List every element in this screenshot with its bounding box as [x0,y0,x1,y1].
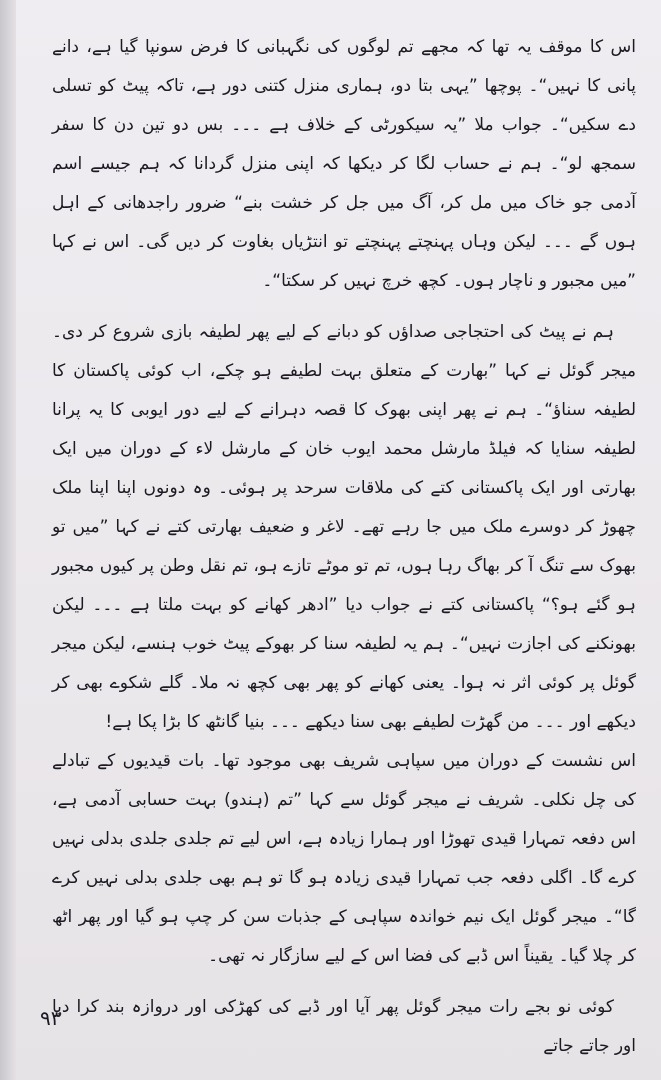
page-number: ۹۳ [40,1006,62,1030]
paragraph-4: کوئی نو بجے رات میجر گوئل پھر آیا اور ڈبے کی کھڑکی اور دروازہ بند کرا دیا اور جاتے جاتے [52,997,636,1056]
paragraph-2: ہم نے پیٹ کی احتجاجی صداؤں کو دبانے کے لیے پھر لطیفہ بازی شروع کر دی۔ میجر گوئل نے کہا ”بھارت کے متعلق بہت لطیفے ہو چکے، اب کوئی پاکستان کا لطیفہ سناؤ“۔ ہم نے پھر اپنی بھوک کا قصہ دہرانے کے لیے دور ایوبی کا یہ پرانا لطیفہ سنایا کہ فیلڈ مارشل محمد ایوب خان کے مارشل لاء کے دوران میں ایک بھارتی اور ایک پاکستانی کتے کی ملاقات سرحد پر ہوئی۔ وہ دونوں اپنا اپنا ملک چھوڑ کر دوسرے ملک میں جا رہے تھے۔ لاغر و ضعیف بھارتی کتے نے کہا ”میں تو بھوک سے تنگ آ کر بھاگ رہا ہوں، تم تو موٹے تازے ہو، تم نقل وطن پر کیوں مجبور ہو گئے ہو؟“ پاکستانی کتے نے جواب دیا ”ادھر کھانے کو بہت ملتا ہے ۔۔۔ لیکن بھونکنے کی اجازت نہیں“۔ ہم یہ لطیفہ سنا کر بھوکے پیٹ خوب ہنسے، لیکن میجر گوئل پر کوئی اثر نہ ہوا۔ یعنی کھانے کو پھر بھی کچھ نہ ملا۔ گلے شکوے بھی کر دیکھے اور ۔۔۔ من گھڑت لطیفے بھی سنا دیکھے ۔۔۔ بنیا گانٹھ کا بڑا پکا ہے! [52,322,636,732]
page-text [52,28,636,1066]
page-binding-edge [0,0,16,1080]
paragraph-1: اس کا موقف یہ تھا کہ مجھے تم لوگوں کی نگہبانی کا فرض سونپا گیا ہے، دانے پانی کا نہیں“۔ پوچھا ”یہی بتا دو، ہماری منزل کتنی دور ہے، تاکہ پیٹ کو تسلی دے سکیں“۔ جواب ملا ”یہ سیکورٹی کے خلاف ہے ۔۔۔ بس دو تین دن کا سفر سمجھ لو“۔ ہم نے حساب لگا کر دیکھا کہ اپنی منزل گردانا کہ ہم جیسے اسم آدمی جو خاک میں مل کر، آگ میں جل کر خشت بنے“ ضرور راجدھانی کے اہل ہوں گے ۔۔۔ لیکن وہاں پہنچتے پہنچتے تو انتڑیاں بغاوت کر دیں گی۔ اس نے کہا ”میں مجبور و ناچار ہوں۔ کچھ خرچ نہیں کر سکتا“۔ [52,37,636,291]
paragraph-3: اس نشست کے دوران میں سپاہی شریف بھی موجود تھا۔ بات قیدیوں کے تبادلے کی چل نکلی۔ شریف نے میجر گوئل سے کہا ”تم (ہندو) بہت حسابی آدمی ہے، اس دفعہ تمہارا قیدی تھوڑا اور ہمارا زیادہ ہے، اس لیے تم جلدی جلدی بدلی نہیں کرے گا۔ اگلی دفعہ جب تمہارا قیدی زیادہ ہو گا تو ہم بھی جلدی بدلی نہیں کرے گا“۔ میجر گوئل ایک نیم خواندہ سپاہی کے جذبات سن کر چپ ہو گیا اور پھر اٹھ کر چلا گیا۔ یقیناً اس ڈبے کی فضا اس کے لیے سازگار نہ تھی۔ [52,751,636,966]
